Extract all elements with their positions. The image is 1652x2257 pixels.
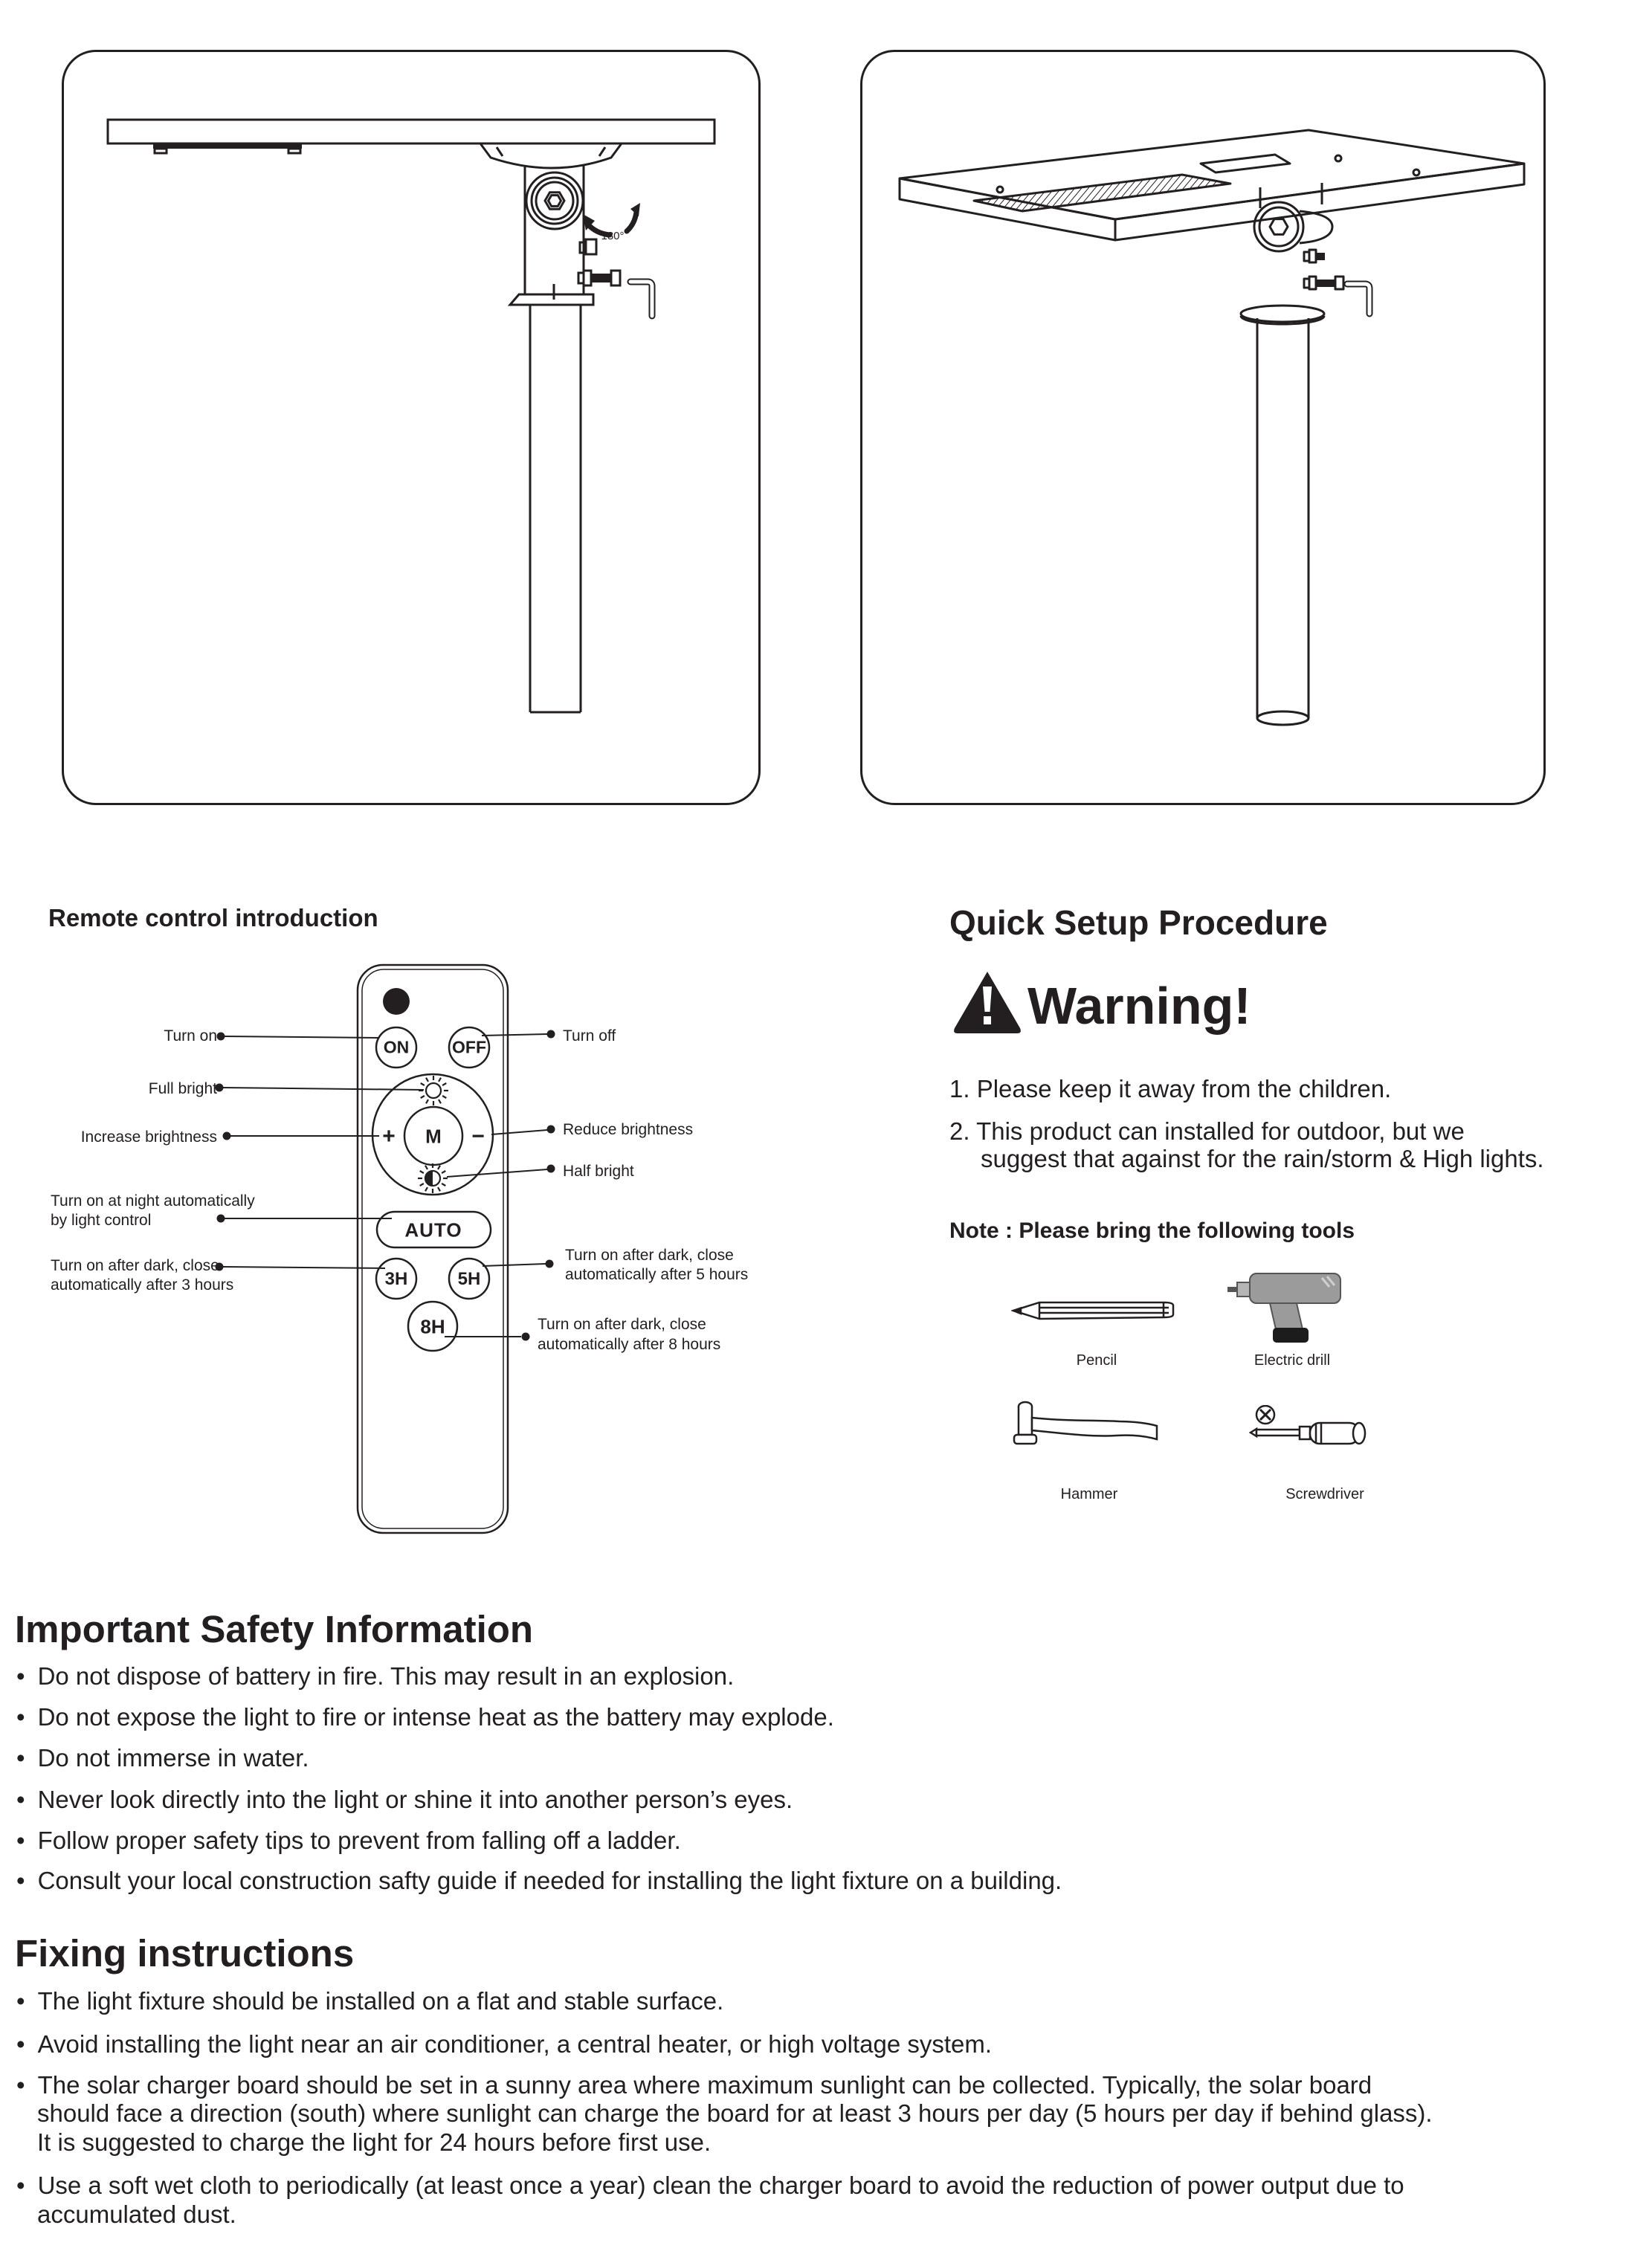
callout-reduce-brightness: Reduce brightness <box>563 1121 694 1138</box>
warning-item-2-line1: 2. This product can installed for outdoor, but we <box>949 1117 1465 1145</box>
full-bright-icon <box>419 1076 448 1105</box>
3h-button-label: 3H <box>384 1269 408 1289</box>
quick-setup-title: Quick Setup Procedure <box>949 903 1328 942</box>
callout-dots <box>216 1030 555 1341</box>
callout-lines <box>223 1034 547 1337</box>
5h-button-label: 5H <box>457 1269 481 1289</box>
electric-drill-icon <box>1227 1264 1357 1344</box>
warning-triangle-icon <box>952 969 1022 1036</box>
off-button-label: OFF <box>452 1037 486 1057</box>
mode-button-label: M <box>425 1125 442 1148</box>
hammer-icon <box>1008 1401 1170 1462</box>
callout-3h: Turn on after dark, close automatically after 3 hours <box>51 1257 234 1294</box>
electric-drill-label: Electric drill <box>1253 1352 1331 1369</box>
auto-button-label: AUTO <box>404 1218 462 1241</box>
safety-bullet-1: • Do not dispose of battery in fire. This may result in an explosion. <box>16 1662 734 1691</box>
safety-bullet-3: • Do not immerse in water. <box>16 1743 309 1773</box>
callout-increase-brightness: Increase brightness <box>80 1128 217 1146</box>
rotation-angle-label: 180° <box>601 230 625 242</box>
fixing-bullet-2: • Avoid installing the light near an air conditioner, a central heater, or high voltage system. <box>16 2030 992 2059</box>
fixing-bullet-3-line1: • The solar charger board should be set in a sunny area where maximum sunlight can be collected. Typically, the solar board <box>16 2070 1372 2100</box>
pivot-joint <box>526 172 583 229</box>
junction-box <box>1201 155 1290 172</box>
screwdriver-label: Screwdriver <box>1285 1486 1364 1502</box>
callout-full-bright: Full bright <box>148 1080 217 1097</box>
safety-bullet-2: • Do not expose the light to fire or intense heat as the battery may explode. <box>16 1702 834 1732</box>
bolt-icon <box>586 239 596 254</box>
ir-emitter-dot <box>383 988 410 1015</box>
half-bright-icon <box>418 1163 448 1193</box>
figure-side-view-box <box>62 50 761 805</box>
solar-panel-side <box>108 120 714 143</box>
on-button-label: ON <box>383 1037 410 1057</box>
warning-item-2-line2: suggest that against for the rain/storm & High lights. <box>981 1145 1544 1172</box>
rotate-arrow-right <box>627 212 636 231</box>
screwdriver-icon <box>1249 1405 1401 1450</box>
callout-night-auto: Turn on at night automatically by light control <box>51 1192 255 1229</box>
callout-turn-on: Turn on <box>164 1027 217 1044</box>
callout-half-bright: Half bright <box>563 1163 634 1180</box>
pole-flange <box>1241 306 1324 322</box>
callout-5h: Turn on after dark, close automatically after 5 hours <box>565 1247 749 1283</box>
allen-key-icon <box>630 282 652 316</box>
warning-title: Warning! <box>1027 977 1251 1035</box>
side-view-illustration <box>64 52 758 803</box>
allen-key-icon <box>1347 284 1369 314</box>
hex-bolt-icon <box>1270 219 1288 235</box>
fixing-bullet-4-line2: accumulated dust. <box>37 2201 236 2228</box>
callout-8h: Turn on after dark, close automatically after 8 hours <box>538 1316 721 1353</box>
pole <box>1257 711 1309 725</box>
warning-item-1: 1. Please keep it away from the children. <box>949 1075 1392 1102</box>
minus-button-label: − <box>471 1124 485 1149</box>
led-panel <box>974 175 1230 211</box>
tools-note: Note : Please bring the following tools <box>949 1218 1355 1243</box>
safety-bullet-6: • Consult your local construction safty guide if needed for installing the light fixture on a building. <box>16 1866 1062 1896</box>
pivot-joint <box>1254 202 1303 251</box>
pencil-label: Pencil <box>1076 1352 1117 1369</box>
fixing-section-title: Fixing instructions <box>15 1932 355 1975</box>
fixing-bullet-4-line1: • Use a soft wet cloth to periodically (at least once a year) clean the charger board to avoid the reduction of power output due to <box>16 2171 1404 2201</box>
light-module-strip <box>153 143 302 149</box>
safety-section-title: Important Safety Information <box>15 1608 534 1650</box>
plus-button-label: + <box>382 1124 396 1149</box>
8h-button-label: 8H <box>420 1315 445 1338</box>
safety-bullet-5: • Follow proper safety tips to prevent from falling off a ladder. <box>16 1826 681 1856</box>
pole-flange <box>510 294 593 305</box>
hammer-label: Hammer <box>1060 1486 1118 1502</box>
fixing-bullet-3-line3: It is suggested to charge the light for 24 hours before first use. <box>37 2128 712 2156</box>
fixing-bullet-3-line2: should face a direction (south) where sunlight can charge the board for at least 3 hours per day (5 hours per day if behind glass). <box>37 2099 1433 2127</box>
safety-bullet-4: • Never look directly into the light or shine it into another person’s eyes. <box>16 1785 793 1815</box>
pencil-icon <box>1011 1298 1182 1322</box>
remote-section-title: Remote control introduction <box>48 904 378 931</box>
fixing-bullet-1: • The light fixture should be installed on a flat and stable surface. <box>16 1986 723 2016</box>
callout-turn-off: Turn off <box>563 1027 616 1044</box>
figure-underside-view-box <box>860 50 1546 805</box>
underside-illustration <box>862 52 1543 803</box>
